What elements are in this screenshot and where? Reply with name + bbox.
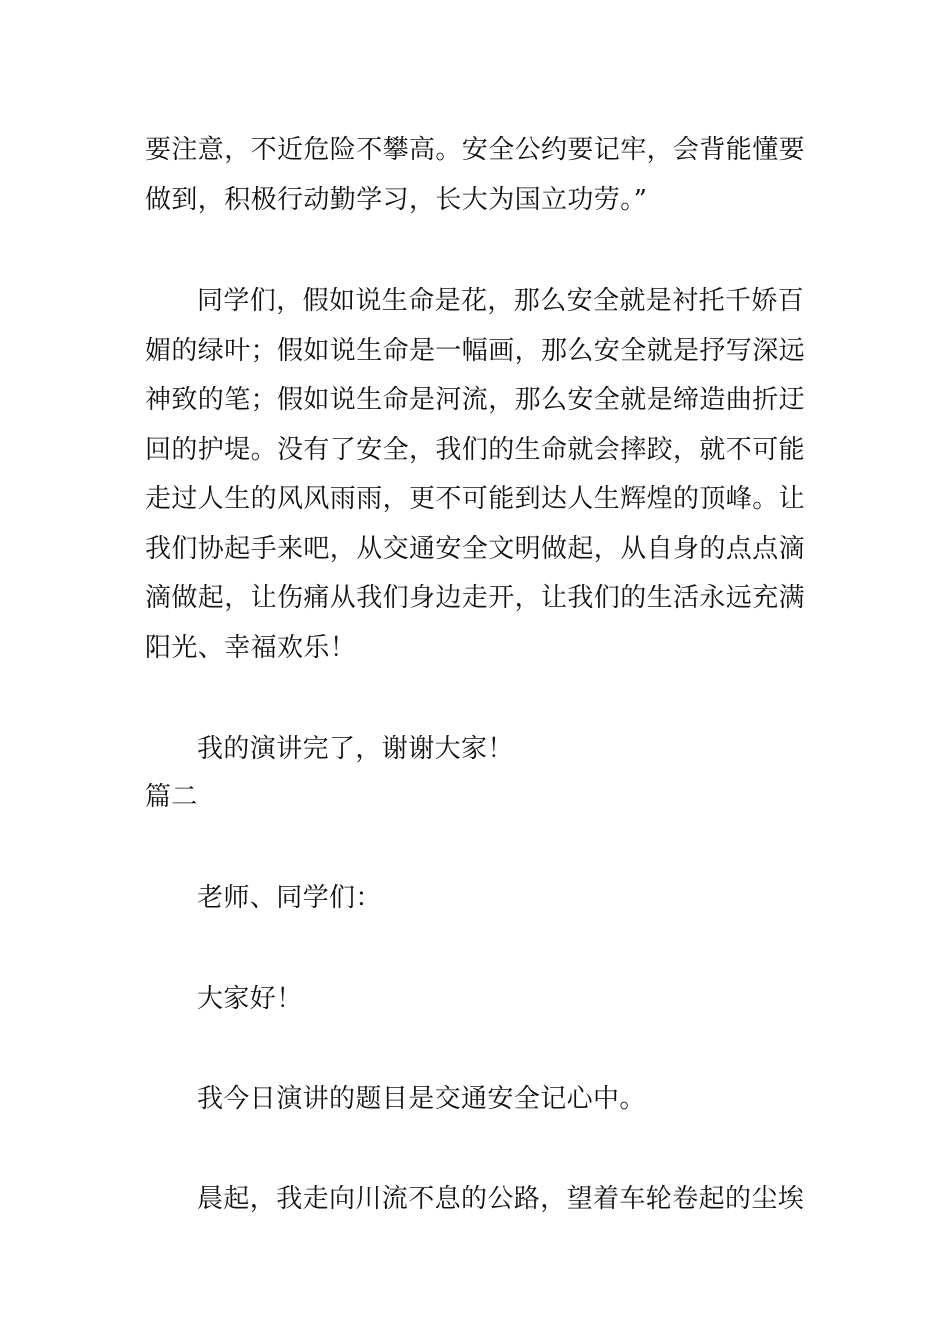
paragraph-1-line-1: 要注意，不近危险不攀高。安全公约要记牢，会背能懂要 xyxy=(145,135,806,165)
topic-line: 我今日演讲的题目是交通安全记心中。 xyxy=(197,1084,646,1114)
paragraph-1-line-2: 做到，积极行动勤学习，长大为国立功劳。” xyxy=(145,185,648,215)
paragraph-2-line-3: 神致的笔；假如说生命是河流，那么安全就是缔造曲折迂 xyxy=(145,385,806,415)
paragraph-2-line-1: 同学们，假如说生命是花，那么安全就是衬托千娇百 xyxy=(197,286,805,316)
paragraph-2-line-6: 我们协起手来吧，从交通安全文明做起，从自身的点点滴 xyxy=(145,534,806,564)
paragraph-2-line-5: 走过人生的风风雨雨，更不可能到达人生辉煌的顶峰。让 xyxy=(145,484,806,514)
paragraph-2-line-4: 回的护堤。没有了安全，我们的生命就会摔跤，就不可能 xyxy=(145,435,806,465)
greeting-line: 大家好！ xyxy=(197,984,303,1014)
closing-line: 我的演讲完了，谢谢大家！ xyxy=(197,734,514,764)
paragraph-2-line-8: 阳光、幸福欢乐！ xyxy=(145,633,357,663)
salutation-line: 老师、同学们： xyxy=(197,883,382,913)
section-heading: 篇二 xyxy=(145,782,198,812)
paragraph-2-line-7: 滴做起，让伤痛从我们身边走开，让我们的生活永远充满 xyxy=(145,583,806,613)
paragraph-2-line-2: 媚的绿叶；假如说生命是一幅画，那么安全就是抒写深远 xyxy=(145,336,806,366)
last-paragraph-line-1: 晨起，我走向川流不息的公路，望着车轮卷起的尘埃 xyxy=(197,1184,805,1214)
